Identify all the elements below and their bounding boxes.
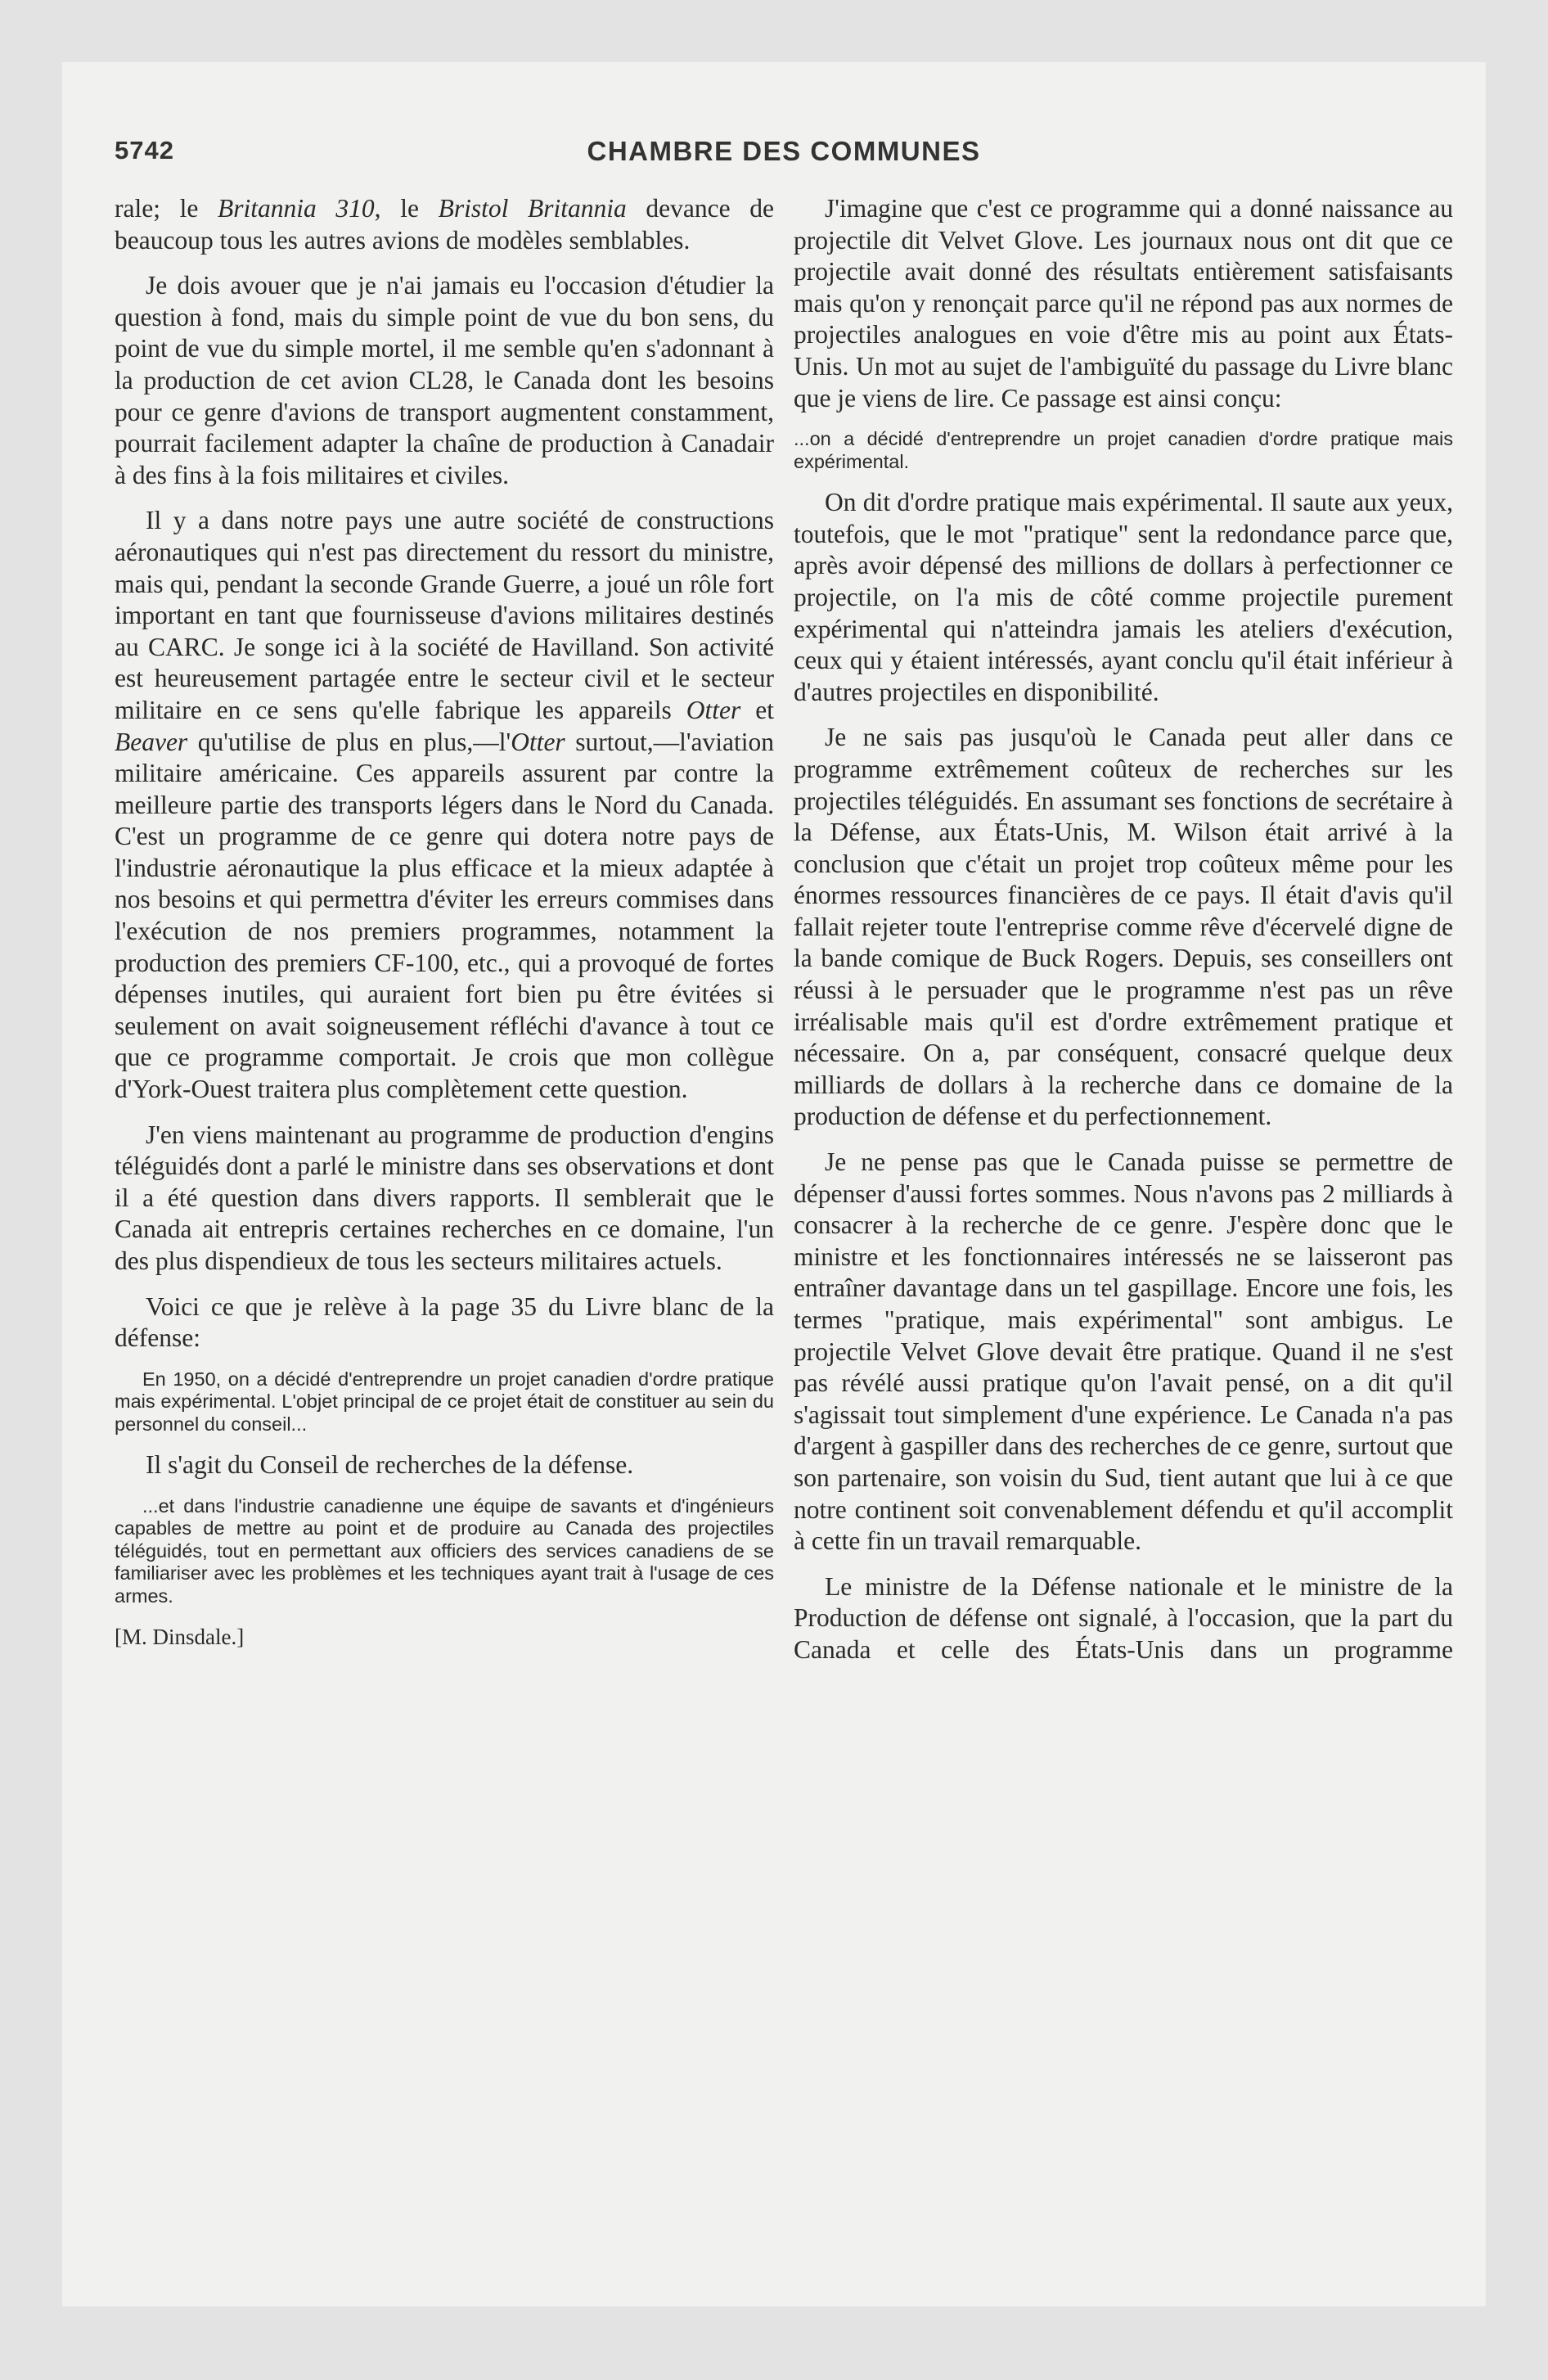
paragraph: Voici ce que je relève à la page 35 du Livre blanc de la défense: <box>115 1291 774 1353</box>
page-number: 5742 <box>115 136 174 165</box>
right-column <box>794 193 1453 1680</box>
paragraph: Le ministre de la Défense nationale et le ministre de la Production de défense ont signalé, à l'occasion, que la part du Canada et celle des États-Unis dans un programme <box>794 1571 1453 1664</box>
running-head: CHAMBRE DES COMMUNES <box>587 136 981 166</box>
page-header <box>115 136 1453 177</box>
block-quote: ...on a décidé d'entreprendre un projet canadien d'ordre pratique mais expérimental. <box>794 428 1453 472</box>
block-quote: En 1950, on a décidé d'entreprendre un projet canadien d'ordre pratique mais expérimental. L'objet principal de ce projet était de constituer au sein du personnel du conseil... <box>115 1368 774 1435</box>
paragraph: Il y a dans notre pays une autre société de constructions aéronautiques qui n'est pas directement du ressort du ministre, mais qui, pendant la seconde Grande Guerre, a joué un rôle fort important en tant que fournisseuse d'avions militaires destinés au CARC. Je songe ici à la société de Havilland. Son activité est heureusement partagée entre le secteur civil et le secteur militaire en ce sens qu'elle fabrique les appareils Otter et Beaver qu'utilise de plus en plus,—l'Otter surtout,—l'aviation militaire américaine. Ces appareils assurent par contre la meilleure partie des transports légers dans le Nord du Canada. C'est un programme de ce genre qui dotera notre pays de l'industrie aéronautique la plus efficace et la mieux adaptée à nos besoins et qui permettra d'éviter les erreurs commises dans l'exécution de nos premiers programmes, notamment la production des premiers CF-100, etc., qui a provoqué de fortes dépenses inutiles, qui auraient fort bien pu être évitées si seulement on avait soigneusement réfléchi d'avance à tout ce que ce programme comportait. Je crois que mon collègue d'York-Ouest traitera plus complètement cette question. <box>115 506 774 1104</box>
left-column <box>115 193 774 1667</box>
speaker-attribution: [M. Dinsdale.] <box>115 1625 245 1650</box>
paragraph: Je ne pense pas que le Canada puisse se permettre de dépenser d'aussi fortes sommes. Nous n'avons pas 2 milliards à consacrer à la recherche de ce genre. J'espère donc que le ministre et les fonctionnaires intéressés ne se laisseront pas entraîner davantage dans un tel gaspillage. Encore une fois, les termes "pratique, mais expérimental" sont ambigus. Le projectile Velvet Glove devait être pratique. Quand il ne s'est pas révélé aussi pratique qu'on l'avait pensé, on a dit qu'il s'agissait tout simplement d'une expérience. Le Canada n'a pas d'argent à gaspiller dans des recherches de ce genre, surtout que son partenaire, son voisin du Sud, tient autant que lui à ce que notre continent soit convenablement défendu et qu'il accomplit à cette fin un travail remarquable. <box>794 1147 1453 1556</box>
paragraph: J'imagine que c'est ce programme qui a donné naissance au projectile dit Velvet Glove. Les journaux nous ont dit que ce projectile avait donné des résultats entièrement satisfaisants mais qu'on y renonçait parce qu'il ne répond pas aux normes de projectiles analogues en voie d'être mis au point aux États-Unis. Un mot au sujet de l'ambiguïté du passage du Livre blanc que je viens de lire. Ce passage est ainsi conçu: <box>794 194 1453 412</box>
paragraph: Je ne sais pas jusqu'où le Canada peut aller dans ce programme extrêmement coûteux de recherches sur les projectiles téléguidés. En assumant ses fonctions de secrétaire à la Défense, aux États-Unis, M. Wilson était arrivé à la conclusion que c'était un projet trop coûteux même pour les énormes ressources financières de ce pays. Il était d'avis qu'il fallait rejeter toute l'entreprise comme rêve d'écervelé digne de la bande comique de Buck Rogers. Depuis, ses conseillers ont réussi à le persuader que le programme n'est pas un rêve irréalisable mais qu'il est d'ordre extrêmement pratique et nécessaire. On a, par conséquent, consacré quelque deux milliards de dollars à la recherche dans ce domaine de la production de défense et du perfectionnement. <box>794 723 1453 1131</box>
paragraph: Je dois avouer que je n'ai jamais eu l'occasion d'étudier la question à fond, mais du simple point de vue du bon sens, du point de vue du simple mortel, il me semble qu'en s'adonnant à la production de cet avion CL28, le Canada dont les besoins pour ce genre d'avions de transport augmentent constamment, pourrait facilement adapter la chaîne de production à Canadair à des fins à la fois militaires et civiles. <box>115 271 774 489</box>
paragraph: On dit d'ordre pratique mais expérimental. Il saute aux yeux, toutefois, que le mot "pratique" sent la redondance parce que, après avoir dépensé des millions de dollars à perfectionner ce projectile, on l'a mis de côté comme projectile purement expérimental qui n'atteindra jamais les ateliers d'exécution, ceux qui y étaient intéressés, ayant conclu qu'il était inférieur à d'autres projectiles en disponibilité. <box>794 488 1453 706</box>
paragraph-continuation: rale; le Britannia 310, le Bristol Britannia devance de beaucoup tous les autres avions de modèles semblables. <box>115 194 774 255</box>
paragraph: J'en viens maintenant au programme de production d'engins téléguidés dont a parlé le ministre dans ses observations et dont il a été question dans divers rapports. Il semblerait que le Canada ait entrepris certaines recherches en ce domaine, l'un des plus dispendieux de tous les secteurs militaires actuels. <box>115 1120 774 1275</box>
block-quote: ...et dans l'industrie canadienne une équipe de savants et d'ingénieurs capables de mettre au point et de produire au Canada des projectiles téléguidés, tout en permettant aux officiers des services canadiens de se familiariser avec les problèmes et les techniques ayant trait à l'usage de ces armes. <box>115 1494 774 1607</box>
paragraph: Il s'agit du Conseil de recherches de la défense. <box>146 1450 634 1480</box>
